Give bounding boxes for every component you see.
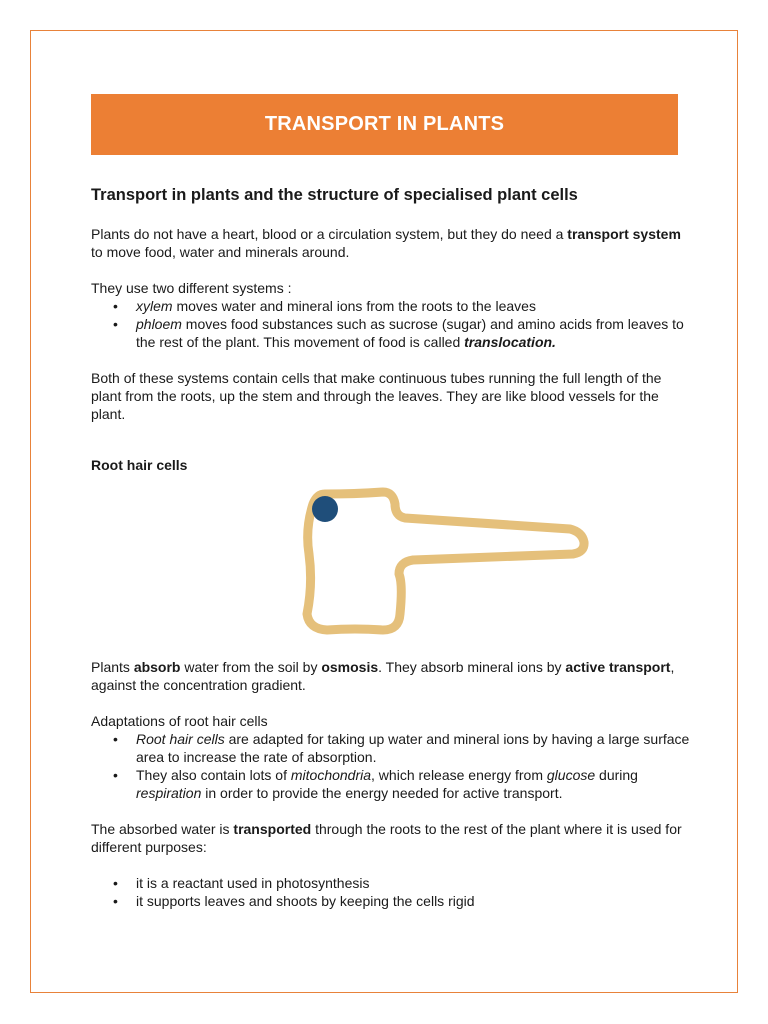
phloem-text: moves food substances such as sucrose (sugar) and amino acids from leaves to the rest of the plant. This movement of food is called bbox=[136, 316, 684, 350]
adaptation-text-1: are adapted for taking up water and mineral ions by having a large surface area to increase the rate of absorption. bbox=[136, 731, 690, 765]
respiration-term: respiration bbox=[136, 785, 202, 801]
root-hair-heading: Root hair cells bbox=[91, 457, 188, 473]
purposes-list bbox=[91, 874, 691, 910]
list-item: • it supports leaves and shoots by keeping the cells rigid bbox=[91, 892, 691, 910]
absorbed-bold: transported bbox=[233, 821, 312, 837]
list-item bbox=[91, 730, 691, 766]
absorb-text-4: , against the concentration gradient. bbox=[91, 659, 675, 693]
phloem-term: phloem bbox=[136, 316, 182, 332]
absorb-bold-2: osmosis bbox=[321, 659, 379, 675]
glucose-term: glucose bbox=[546, 767, 596, 783]
section-subtitle: Transport in plants and the structure of specialised plant cells bbox=[91, 186, 578, 204]
adaptation-text-2a: They also contain lots of bbox=[136, 767, 291, 783]
absorbed-text-2: through the roots to the rest of the plant where it is used for different purposes: bbox=[91, 821, 682, 855]
adaptations-list bbox=[91, 730, 691, 802]
list-item bbox=[91, 315, 691, 351]
translocation-term: translocation. bbox=[464, 334, 556, 350]
adaptation-text-2c: during bbox=[595, 767, 638, 783]
absorb-text-1: Plants bbox=[91, 659, 134, 675]
adaptation-text-2d: in order to provide the energy needed for active transport. bbox=[201, 785, 563, 801]
tubes-paragraph: Both of these systems contain cells that make continuous tubes running the full length of the plant from the roots, up the stem and through the leaves. They are like blood vessels for the plant. bbox=[91, 370, 662, 422]
title-banner bbox=[91, 94, 678, 155]
xylem-text: moves water and mineral ions from the roots to the leaves bbox=[172, 298, 536, 314]
intro-text-end: to move food, water and minerals around. bbox=[91, 244, 350, 260]
xylem-term: xylem bbox=[136, 298, 173, 314]
absorbed-paragraph bbox=[91, 820, 691, 856]
list-item bbox=[91, 766, 691, 802]
nucleus bbox=[312, 496, 338, 522]
mitochondria-term: mitochondria bbox=[290, 767, 372, 783]
list-item: • it is a reactant used in photosynthesis bbox=[91, 874, 691, 892]
absorb-bold-3: active transport bbox=[565, 659, 671, 675]
absorb-text-3: . They absorb mineral ions by bbox=[378, 659, 566, 675]
absorb-bold-1: absorb bbox=[133, 659, 181, 675]
page-title: TRANSPORT IN PLANTS bbox=[264, 113, 505, 135]
root-hair-cell-diagram bbox=[295, 484, 590, 644]
root-hair-term: Root hair cells bbox=[136, 731, 225, 747]
absorb-text-2: water from the soil by bbox=[180, 659, 322, 675]
intro-text: Plants do not have a heart, blood or a circulation system, but they do need a bbox=[91, 226, 568, 242]
absorb-paragraph bbox=[91, 658, 691, 694]
adaptations-lead: Adaptations of root hair cells bbox=[91, 713, 268, 729]
intro-paragraph bbox=[91, 225, 691, 261]
cell-wall bbox=[307, 492, 584, 630]
absorbed-text-1: The absorbed water is bbox=[91, 821, 234, 837]
list-item bbox=[91, 297, 691, 315]
systems-list bbox=[91, 297, 691, 351]
intro-bold: transport system bbox=[567, 226, 681, 242]
systems-lead: They use two different systems : bbox=[91, 280, 292, 296]
adaptation-text-2b: , which release energy from bbox=[371, 767, 547, 783]
